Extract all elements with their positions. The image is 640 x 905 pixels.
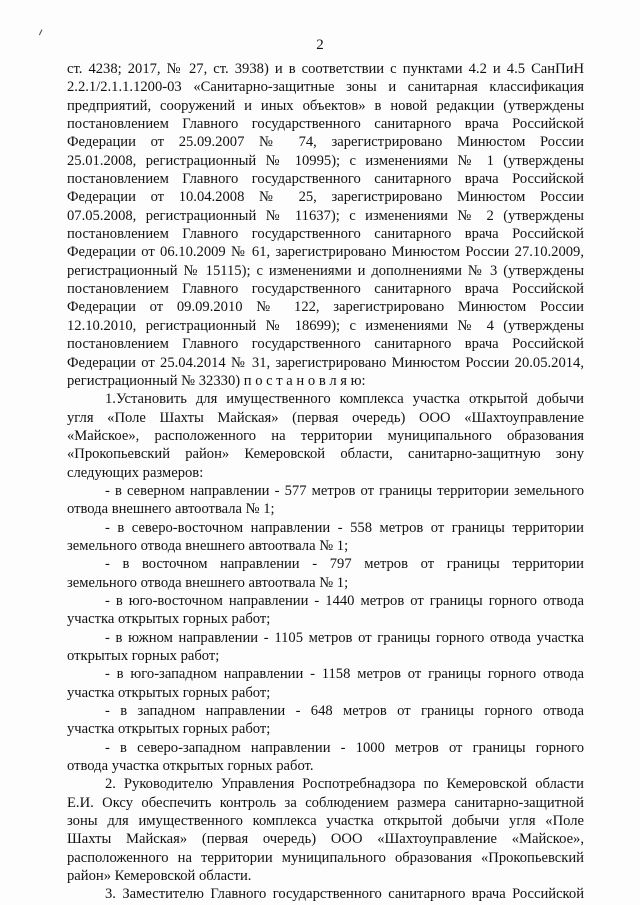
text-line: земельного отвода внешнего автоотвала № 1; [67,574,349,591]
text-line: 25.01.2008, регистрационный № 10995); с изменениями № 1 (утверждены [67,152,584,169]
text-line: 2.2.1/2.1.1.1200-03 «Санитарно-защитные зоны и санитарная классификация [67,79,584,96]
text-line: зоны для имущественного комплекса участка открытой добычи угля «Поле [67,813,584,830]
text-line: 1.Установить для имущественного комплекса участка открытой добычи [105,391,584,408]
text-line: - в северо-восточном направлении - 558 метров от границы территории [105,519,584,536]
text-line: угля «Поле Шахты Майская» (первая очередь) ООО «Шахтоуправление [67,409,584,426]
text-line: отвода участка открытых горных работ. [67,758,314,775]
text-line: постановлением Главного государственного санитарного врача Российской [67,226,584,243]
text-line: ст. 4238; 2017, № 27, ст. 3938) и в соответствии с пунктами 4.2 и 4.5 СанПиН [67,61,584,77]
text-line: - в северном направлении - 577 метров от границы территории земельного [105,482,584,499]
text-line: - в южном направлении - 1105 метров от границы горного отвода участка [105,629,584,646]
text-line: 12.10.2010, регистрационный № 18699); с изменениями № 4 (утверждены [67,317,584,334]
text-line: 07.05.2008, регистрационный № 11637); с изменениями № 2 (утверждены [67,207,584,224]
text-line: следующих размеров: [67,464,204,481]
text-line: «Майское», расположенного на территории муниципального образования [67,427,584,444]
text-line: - в юго-западном направлении - 1158 метров от границы горного отвода [105,666,584,683]
text-line: - в восточном направлении - 797 метров от границы территории [105,556,584,573]
margin-mark [39,29,45,36]
text-line: постановлением Главного государственного санитарного врача Российской [67,116,584,133]
text-line: Федерации от 25.04.2014 № 31, зарегистрировано Минюстом России 20.05.2014, [67,354,584,371]
text-line: постановлением Главного государственного санитарного врача Российской [67,281,584,298]
text-line: открытых горных работ; [67,648,220,664]
text-line: Федерации от 10.04.2008 № 25, зарегистрировано Минюстом России [67,189,584,206]
text-line: участка открытых горных работ; [67,611,271,628]
text-line: район» Кемеровской области. [67,868,252,885]
text-line: предприятий, сооружений и иных объектов» в новой редакции (утверждены [67,97,584,114]
text-line: земельного отвода внешнего автоотвала № 1; [67,537,349,554]
text-line: Шахты Майская» (первая очередь) ООО «Шахтоуправление «Майское», [67,831,584,848]
text-line: постановлением Главного государственного санитарного врача Российской [67,336,584,353]
text-line: - в западном направлении - 648 метров от границы горного отвода [105,703,584,720]
text-line: - в северо-западном направлении - 1000 метров от границы горного [105,739,584,756]
text-line: 2. Руководителю Управления Роспотребнадзора по Кемеровской области [105,776,584,793]
text-line: постановлением Главного государственного санитарного врача Российской [67,171,584,188]
text-line: Федерации от 09.09.2010 № 122, зарегистрировано Минюстом России [67,299,584,316]
text-line: Федерации от 25.09.2007 № 74, зарегистрировано Минюстом России [67,134,584,151]
text-line: Е.И. Оксу обеспечить контроль за соблюдением размера санитарно-защитной [67,794,584,811]
text-line: 3. Заместителю Главного государственного санитарного врача Российской [105,886,584,903]
page-number: 2 [316,37,324,53]
text-line: Федерации от 06.10.2009 № 61, зарегистрировано Минюстом России 27.10.2009, [67,244,584,261]
text-line: регистрационный № 15115); с изменениями и дополнениями № 3 (утверждены [67,262,584,279]
document-body [67,60,584,904]
text-line: участка открытых горных работ; [67,721,271,738]
text-line: - в юго-восточном направлении - 1440 метров от границы горного отвода [105,592,584,609]
text-line: участка открытых горных работ; [67,684,271,701]
text-line: отвода внешнего автоотвала № 1; [67,501,275,518]
text-line: «Прокопьевский район» Кемеровской области, санитарно-защитную зону [67,446,584,463]
text-line: регистрационный № 32330) п о с т а н о в л я ю: [67,372,366,389]
text-line: расположенного на территории муниципального образования «Прокопьевский [67,849,584,866]
